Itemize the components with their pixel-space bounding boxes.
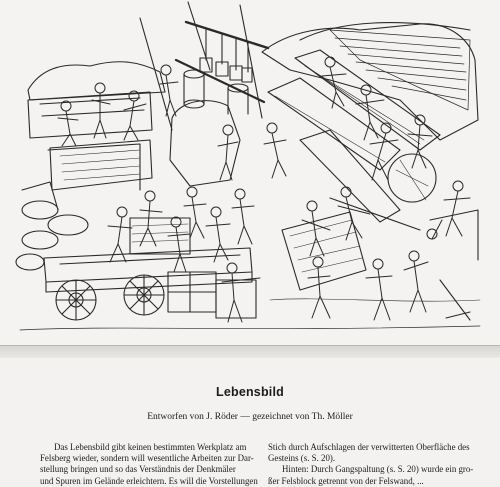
left-column [40, 442, 258, 487]
right-line-3: Hinten: Durch Gangspaltung (s. S. 20) wurde ein gro- [282, 464, 474, 475]
plate-page-edge [0, 345, 500, 359]
right-line-1: Stich durch Aufschlagen der verwitterten Oberfläche des [268, 442, 470, 452]
left-line-2: Felsberg wieder, sondern will wesentliche Arbeiten zur Dar- [40, 453, 254, 464]
left-line-3: stellung bringen und so das Verständnis der Denkmäler [40, 464, 236, 475]
right-line-4: ßer Felsblock getrennt von der Felswand, ... [268, 475, 424, 486]
right-column [268, 442, 473, 487]
left-line-4: und Spuren im Gelände erleichtern. Es will die Vorstellungen [40, 475, 258, 486]
credit-line: Entworfen von J. Röder — gezeichnet von Th. Möller [147, 412, 353, 422]
left-line-1: Das Lebensbild gibt keinen bestimmten Werkplatz am [54, 442, 247, 452]
page-title: Lebensbild [216, 385, 284, 399]
right-line-2: Gesteins (s. S. 20). [268, 453, 336, 464]
